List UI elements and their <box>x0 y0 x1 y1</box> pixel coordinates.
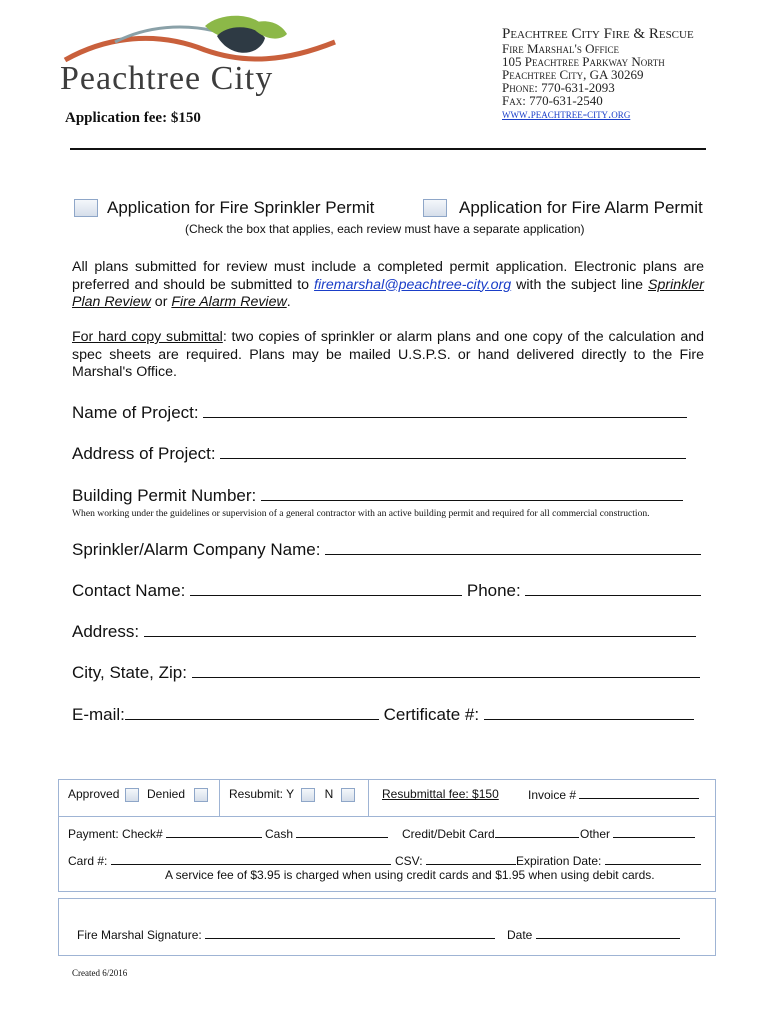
contact-name-field[interactable] <box>72 581 701 601</box>
fill-line[interactable] <box>613 826 695 838</box>
building-permit-note: When working under the guidelines or supervision of a general contractor with an active building permit and required for all commercial construction. <box>72 508 650 519</box>
field-label: Address of Project: <box>72 444 216 463</box>
box-divider <box>58 816 716 817</box>
office-name: Fire Marshal's Office <box>502 41 620 56</box>
fill-line[interactable] <box>205 927 495 939</box>
other-field[interactable] <box>580 826 695 841</box>
field-label: Building Permit Number: <box>72 486 257 505</box>
resubmit-no-checkbox[interactable] <box>341 788 355 802</box>
fill-line[interactable] <box>296 826 388 838</box>
signature-label: Fire Marshal Signature: <box>77 928 202 942</box>
fill-line[interactable] <box>495 826 579 838</box>
field-label: Name of Project: <box>72 403 199 422</box>
other-label: Other <box>580 827 611 841</box>
sprinkler-permit-checkbox[interactable] <box>74 199 98 217</box>
expiration-field[interactable] <box>516 853 701 868</box>
field-label: Address: <box>72 622 140 641</box>
address-field[interactable] <box>72 622 696 642</box>
card-label: Card #: <box>68 854 108 868</box>
header-divider <box>70 148 706 150</box>
fill-line[interactable] <box>605 853 701 865</box>
certificate-label: Certificate #: <box>383 705 480 724</box>
checkbox-note: (Check the box that applies, each review must have a separate application) <box>185 222 585 236</box>
field-label: E-mail: <box>72 705 125 724</box>
hard-copy-label: For hard copy submittal <box>72 329 223 345</box>
field-label: Sprinkler/Alarm Company Name: <box>72 540 321 559</box>
resubmit-option[interactable] <box>229 787 355 802</box>
fill-line[interactable] <box>192 663 700 678</box>
phone-fill-line[interactable] <box>525 581 701 596</box>
fill-line[interactable] <box>536 927 680 939</box>
alarm-permit-label: Application for Fire Alarm Permit <box>459 198 703 217</box>
approved-checkbox[interactable] <box>125 788 139 802</box>
org-name: Peachtree City Fire & Rescue <box>502 26 694 42</box>
logo-wordmark: Peachtree City <box>60 60 274 97</box>
box-divider <box>219 779 220 816</box>
contact-block <box>502 26 694 120</box>
hard-copy-paragraph <box>72 329 704 382</box>
street-address: 105 Peachtree Parkway North <box>502 54 665 69</box>
fill-line[interactable] <box>111 853 391 865</box>
resubmit-yes-checkbox[interactable] <box>301 788 315 802</box>
company-name-field[interactable] <box>72 540 701 560</box>
csv-label: CSV: <box>395 854 423 868</box>
fill-line[interactable] <box>190 581 462 596</box>
invoice-label: Invoice # <box>528 788 577 802</box>
cash-label: Cash <box>265 827 294 841</box>
fill-line[interactable] <box>144 622 696 637</box>
fill-line[interactable] <box>125 705 379 720</box>
building-permit-field[interactable] <box>72 486 683 506</box>
application-fee: Application fee: $150 <box>65 110 201 126</box>
city-state-zip: Peachtree City, GA 30269 <box>502 67 644 82</box>
field-label: Contact Name: <box>72 581 186 600</box>
project-name-field[interactable] <box>72 403 687 423</box>
approved-label: Approved <box>68 787 120 801</box>
fill-line[interactable] <box>426 853 516 865</box>
service-fee-note: A service fee of $3.95 is charged when using credit cards and $1.95 when using debit cards. <box>165 868 655 882</box>
date-label: Date <box>507 928 533 942</box>
payment-check-label: Payment: Check# <box>68 827 163 841</box>
resubmit-no-label: N <box>324 787 334 801</box>
invoice-field[interactable] <box>528 787 699 802</box>
phone-label: Phone: <box>466 581 521 600</box>
field-label: City, State, Zip: <box>72 663 187 682</box>
city-state-zip-field[interactable] <box>72 663 700 683</box>
fill-line[interactable] <box>261 486 683 501</box>
payment-check-field[interactable] <box>68 826 262 841</box>
signature-field[interactable] <box>77 927 495 942</box>
sprinkler-permit-label: Application for Fire Sprinkler Permit <box>107 198 375 217</box>
para-text: with the subject line <box>511 276 649 293</box>
website-link[interactable]: www.peachtree-city.org <box>502 106 631 121</box>
card-number-field[interactable] <box>68 853 391 868</box>
para-text: All plans submitted for review must include a completed permit application. Electronic plans are preferred and should be submitted to <box>72 259 704 293</box>
para-text: . <box>286 294 291 310</box>
para-text: : two copies of sprinkler or alarm plans and one copy of the calculation and spec sheets are required. Plans may be mailed U.S.P.S. or hand delivered directly to the Fire Marshal's Office. <box>72 329 704 380</box>
para-text: or <box>150 294 172 310</box>
email-field[interactable] <box>72 705 694 725</box>
resubmittal-fee: Resubmittal fee: $150 <box>382 787 499 801</box>
certificate-fill-line[interactable] <box>484 705 694 720</box>
denied-checkbox[interactable] <box>194 788 208 802</box>
created-date: Created 6/2016 <box>72 968 128 978</box>
fill-line[interactable] <box>579 787 699 799</box>
review-type-sprinkler: Sprinkler Plan Review <box>72 276 704 310</box>
fill-line[interactable] <box>325 540 701 555</box>
email-link[interactable]: firemarshal@peachtree-city.org <box>314 276 512 293</box>
credit-debit-label: Credit/Debit Card <box>402 827 495 841</box>
denied-option[interactable] <box>147 787 208 802</box>
cash-field[interactable] <box>265 826 388 841</box>
csv-field[interactable] <box>395 853 516 868</box>
fill-line[interactable] <box>166 826 262 838</box>
review-type-alarm: Fire Alarm Review <box>171 294 287 310</box>
resubmit-label: Resubmit: Y <box>229 787 294 801</box>
box-divider <box>368 779 369 816</box>
electronic-submittal-paragraph <box>72 259 704 312</box>
fax-number: Fax: 770-631-2540 <box>502 93 603 108</box>
fill-line[interactable] <box>220 444 686 459</box>
credit-debit-field[interactable] <box>402 826 579 841</box>
date-field[interactable] <box>507 927 680 942</box>
phone-number: Phone: 770-631-2093 <box>502 80 615 95</box>
expiration-label: Expiration Date: <box>516 854 602 868</box>
approved-option[interactable] <box>68 787 139 802</box>
project-address-field[interactable] <box>72 444 686 464</box>
alarm-permit-checkbox[interactable] <box>423 199 447 217</box>
denied-label: Denied <box>147 787 186 801</box>
fill-line[interactable] <box>203 403 687 418</box>
